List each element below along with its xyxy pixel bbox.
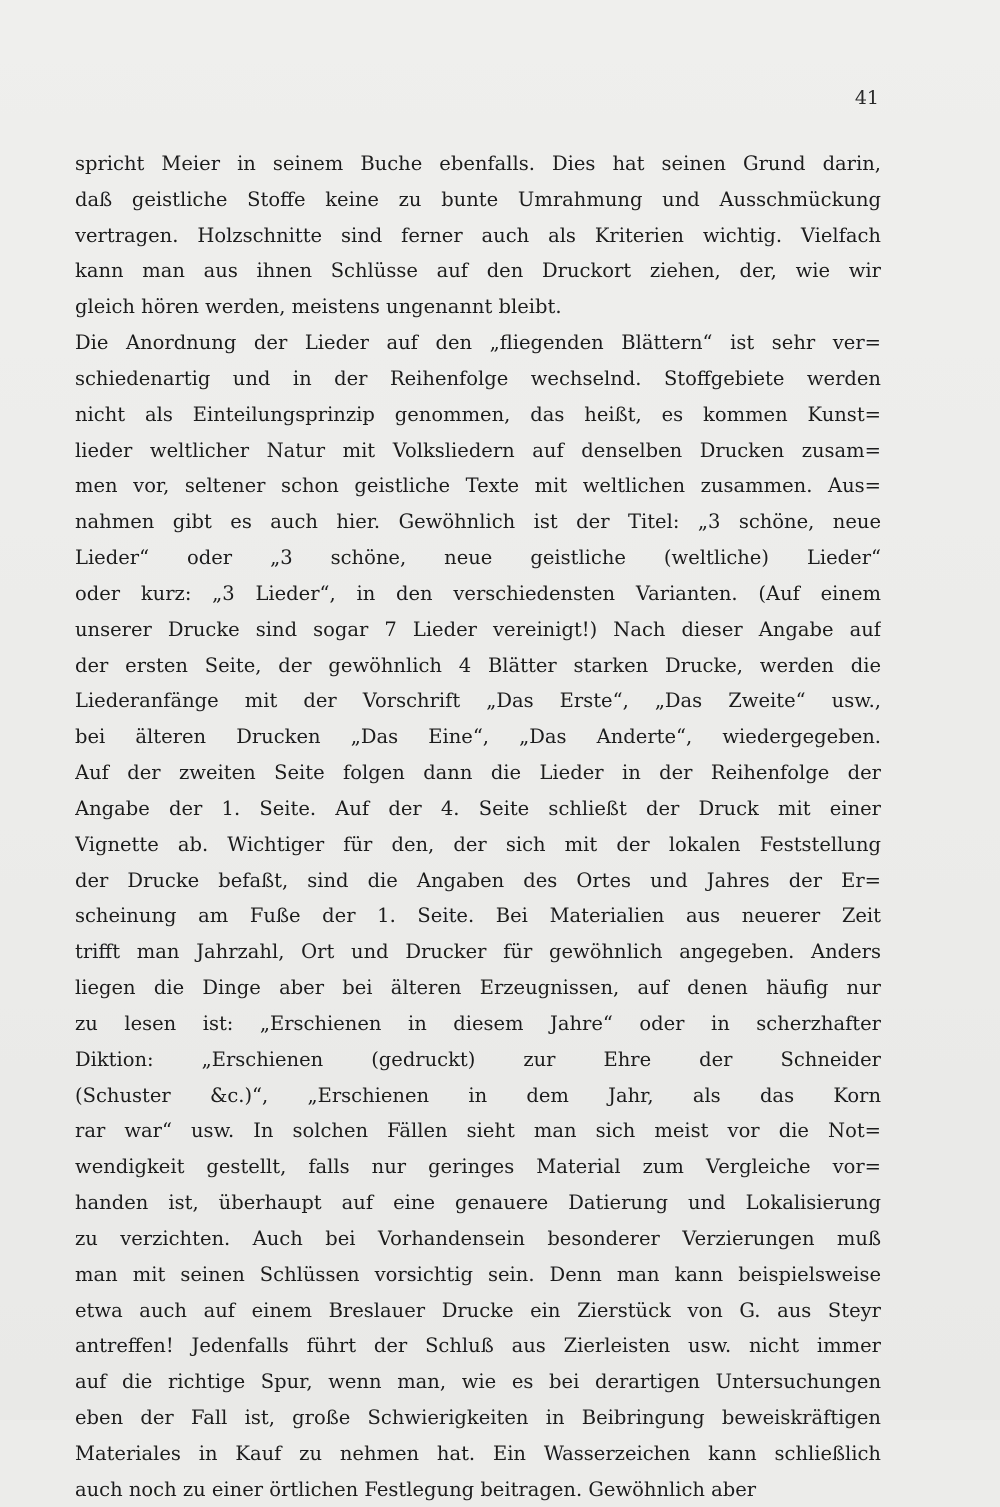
text-line: Lieder“ oder „3 schöne, neue geistliche (weltliche) Lieder“	[75, 546, 881, 570]
text-line: rar war“ usw. In solchen Fällen sieht man sich meist vor die Not=	[75, 1119, 881, 1143]
text-line: auch noch zu einer örtlichen Festlegung beitragen. Gewöhnlich aber	[75, 1477, 757, 1501]
text-line: Liederanfänge mit der Vorschrift „Das Erste“, „Das Zweite“ usw.,	[75, 689, 881, 713]
text-line: nahmen gibt es auch hier. Gewöhnlich ist der Titel: „3 schöne, neue	[75, 510, 881, 534]
text-line: schiedenartig und in der Reihenfolge wechselnd. Stoffgebiete werden	[75, 366, 881, 390]
paragraph	[75, 146, 881, 325]
text-line: bei älteren Drucken „Das Eine“, „Das Anderte“, wiedergegeben.	[75, 725, 881, 749]
text-line: (Schuster &c.)“, „Erschienen in dem Jahr, als das Korn	[75, 1083, 881, 1107]
text-line: spricht Meier in seinem Buche ebenfalls. Dies hat seinen Grund darin,	[75, 152, 881, 175]
text-line: Materiales in Kauf zu nehmen hat. Ein Wasserzeichen kann schließlich	[75, 1441, 881, 1465]
text-line: zu verzichten. Auch bei Vorhandensein besonderer Verzierungen muß	[75, 1226, 881, 1250]
text-line: unserer Drucke sind sogar 7 Lieder vereinigt!) Nach dieser Angabe auf	[75, 617, 881, 641]
text-line: etwa auch auf einem Breslauer Drucke ein Zierstück von G. aus Steyr	[75, 1298, 881, 1322]
text-line: antreffen! Jedenfalls führt der Schluß aus Zierleisten usw. nicht immer	[75, 1334, 881, 1358]
text-line: wendigkeit gestellt, falls nur geringes Material zum Vergleiche vor=	[75, 1155, 881, 1179]
text-line: vertragen. Holzschnitte sind ferner auch als Kriterien wichtig. Vielfach	[75, 223, 881, 247]
text-line: der Drucke befaßt, sind die Angaben des Ortes und Jahres der Er=	[75, 868, 881, 892]
text-line: Angabe der 1. Seite. Auf der 4. Seite schließt der Druck mit einer	[75, 796, 881, 820]
text-line: Die Anordnung der Lieder auf den „fliegenden Blättern“ ist sehr ver=	[75, 331, 881, 355]
text-line: trifft man Jahrzahl, Ort und Drucker für gewöhnlich angegeben. Anders	[75, 940, 881, 964]
text-line: eben der Fall ist, große Schwierigkeiten in Beibringung beweiskräftigen	[75, 1405, 881, 1429]
text-line: men vor, seltener schon geistliche Texte mit weltlichen zusammen. Aus=	[75, 474, 881, 498]
text-line: handen ist, überhaupt auf eine genauere Datierung und Lokalisierung	[75, 1191, 881, 1215]
text-line: Vignette ab. Wichtiger für den, der sich mit der lokalen Feststellung	[75, 832, 881, 856]
text-line: liegen die Dinge aber bei älteren Erzeugnissen, auf denen häufig nur	[75, 976, 881, 1000]
text-line: Diktion: „Erschienen (gedruckt) zur Ehre der Schneider	[75, 1047, 881, 1071]
text-line: lieder weltlicher Natur mit Volksliedern auf denselben Drucken zusam=	[75, 438, 881, 462]
paragraph	[75, 325, 881, 1507]
text-line: oder kurz: „3 Lieder“, in den verschiedensten Varianten. (Auf einem	[75, 581, 881, 605]
page-number: 41	[854, 87, 879, 109]
text-line: kann man aus ihnen Schlüsse auf den Druckort ziehen, der, wie wir	[75, 259, 881, 283]
text-line: Auf der zweiten Seite folgen dann die Lieder in der Reihenfolge der	[75, 761, 881, 785]
text-line: gleich hören werden, meistens ungenannt bleibt.	[75, 295, 562, 319]
text-line: zu lesen ist: „Erschienen in diesem Jahre“ oder in scherzhafter	[75, 1011, 881, 1035]
text-line: auf die richtige Spur, wenn man, wie es bei derartigen Untersuchungen	[75, 1370, 881, 1394]
text-line: der ersten Seite, der gewöhnlich 4 Blätter starken Drucke, werden die	[75, 653, 881, 677]
text-line: man mit seinen Schlüssen vorsichtig sein. Denn man kann beispielsweise	[75, 1262, 881, 1286]
text-line: scheinung am Fuße der 1. Seite. Bei Materialien aus neuerer Zeit	[75, 904, 881, 928]
text-line: daß geistliche Stoffe keine zu bunte Umrahmung und Ausschmückung	[75, 187, 881, 211]
body-text	[75, 146, 881, 1507]
text-line: nicht als Einteilungsprinzip genommen, das heißt, es kommen Kunst=	[75, 402, 881, 426]
